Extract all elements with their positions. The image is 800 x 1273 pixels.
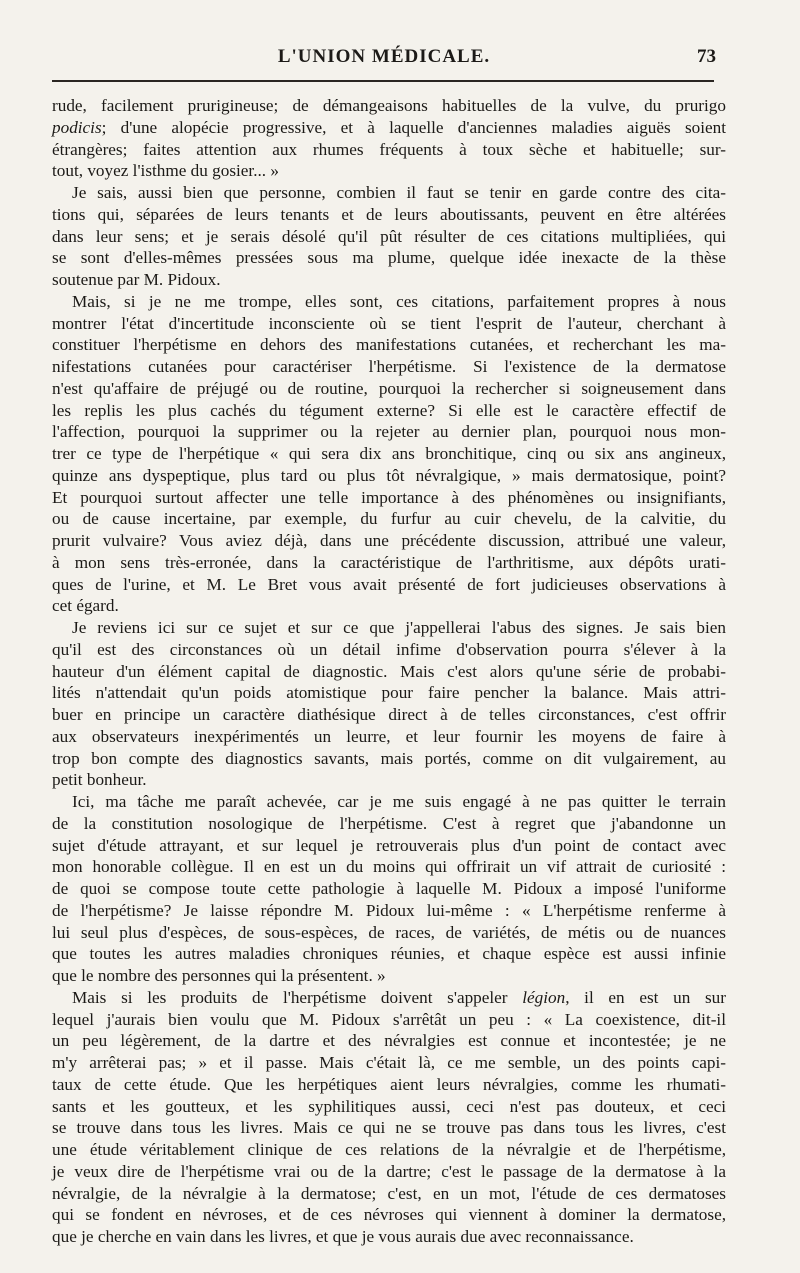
text-line: aux observateurs inexpérimentés un leurre, et leur fournir les moyens de faire à [52,726,726,746]
text-line: taux de cette étude. Que les herpétiques aient leurs névralgies, comme les rhumati- [52,1074,726,1094]
text-line: cet égard. [52,596,119,616]
text-line: rude, facilement prurigineuse; de démangeaisons habituelles de la vulve, du prurigo [52,96,726,115]
text-line: que le nombre des personnes qui la présentent. » [52,966,386,985]
text-line: sants et les goutteux, et les syphilitiques aussi, ceci n'est pas douteux, et ceci [52,1096,726,1116]
text-line: trop bon compte des diagnostics savants, mais portés, comme on dit vulgairement, au [52,748,726,768]
page-number: 73 [697,46,716,67]
text-line: de l'herpétisme? Je laisse répondre M. Pidoux lui-même : « L'herpétisme renferme à [52,900,726,920]
text-line: lequel j'aurais bien voulu que M. Pidoux s'arrêtât un peu : « La coexistence, dit-il [52,1009,726,1029]
text-line: de quoi se compose toute cette pathologie à laquelle M. Pidoux a imposé l'uniforme [52,879,726,898]
page-header [52,46,716,76]
text-line: Je sais, aussi bien que personne, combien il faut se tenir en garde contre des cita- [72,183,726,202]
text-line: montrer l'état d'incertitude inconsciente où se tient l'esprit de l'auteur, cherchant à [52,313,726,333]
text-line: m'y arrêterai pas; » et il passe. Mais c'était là, ce me semble, un des points capi- [52,1053,726,1072]
body-text [52,95,726,1248]
text-line: Mais, si je ne me trompe, elles sont, ces citations, parfaitement propres à nous [72,291,726,311]
text-line: podicis; d'une alopécie progressive, et à laquelle d'anciennes maladies aiguës soient [52,117,726,137]
running-title: L'UNION MÉDICALE. [277,46,491,67]
text-line: qu'il est des circonstances où un détail infime d'observation pourra s'élever à la [52,639,726,659]
text-line: Ici, ma tâche me paraît achevée, car je me suis engagé à ne pas quitter le terrain [72,792,726,811]
text-line: l'affection, pourquoi la supprimer ou la rejeter au dernier plan, pourquoi nous mon- [52,422,726,442]
text-line: n'est qu'affaire de préjugé ou de routine, pourquoi la rechercher si soigneusement dans [52,378,726,398]
text-line: lui seul plus d'espèces, de sous-espèces, de races, de variétés, de métis ou de nuances [52,922,726,942]
text-line: soutenue par M. Pidoux. [52,270,221,289]
text-line: les replis les plus cachés du tégument externe? Si elle est le caractère effectif de [52,400,726,420]
text-line: un peu légèrement, de la dartre et des névralgies est connue et incontestée; je ne [52,1031,726,1051]
header-rule [52,80,714,82]
text-line: à mon sens très-erronée, dans la caractéristique de l'arthritisme, aux dépôts urati- [52,552,726,572]
text-line: étrangères; faites attention aux rhumes fréquents à toux sèche et habituelle; sur- [52,139,726,159]
text-line: constituer l'herpétisme en dehors des manifestations cutanées, et recherchant les ma- [52,335,726,355]
text-line: se sont d'elles-mêmes pressées sous ma plume, quelque idée inexacte de la thèse [52,248,726,268]
text-line: Je reviens ici sur ce sujet et sur ce que j'appellerai l'abus des signes. Je sais bien [72,618,726,637]
text-line: prurit vulvaire? Vous aviez déjà, dans une précédente discussion, attribué une valeur, [52,531,726,550]
text-line: tions qui, séparées de leurs tenants et de leurs aboutissants, peuvent en être altérées [52,204,726,224]
text-line: mon honorable collègue. Il en est un du moins qui offrirait un vif attrait de curiosité : [52,857,726,877]
text-line: Et pourquoi surtout affecter une telle importance à des phénomènes ou insignifiants, [52,487,726,507]
text-line: tout, voyez l'isthme du gosier... » [52,161,279,181]
text-line: petit bonheur. [52,770,147,790]
text-line: que je cherche en vain dans les livres, et que je vous aurais due avec reconnaissance. [52,1227,634,1246]
text-line: trer ce type de l'herpétique « qui sera dix ans bronchitique, cinq ou six ans angineux, [52,444,726,463]
text-line: lités n'attendait qu'un poids atomistique pour faire pencher la balance. Mais attri- [52,683,726,703]
text-line: quinze ans dyspeptique, plus tard ou plus tôt névralgique, » mais dermatosique, point? [52,465,726,485]
text-line: qui se fondent en névroses, et de ces névroses qui viennent à dominer la dermatose, [52,1205,726,1225]
text-line: sujet d'étude attrayant, et sur lequel je retrouverais plus d'un point de contact avec [52,835,726,855]
text-line: hauteur d'un élément capital de diagnostic. Mais c'est alors qu'une série de probabi- [52,661,726,681]
text-line: se trouve dans tous les livres. Mais ce qui ne se trouve pas dans tous les livres, c'est [52,1118,726,1138]
text-line: je veux dire de l'herpétisme vrai ou de la dartre; c'est le passage de la dermatose à la [52,1161,726,1181]
text-line: dans leur sens; et je serais désolé qu'il pût résulter de ces citations multipliées, qui [52,226,726,246]
text-line: nifestations cutanées pour caractériser l'herpétisme. Si l'existence de la dermatose [52,357,726,376]
text-line: de la constitution nosologique de l'herpétisme. C'est à regret que j'abandonne un [52,813,726,833]
text-line: buer en principe un caractère diathésique direct à de telles circonstances, c'est offrir [52,705,726,724]
text-line: une étude véritablement clinique de ces relations de la névralgie et de l'herpétisme, [52,1140,726,1159]
text-line: névralgie, de la névralgie à la dermatose; c'est, en un mot, l'étude de ces dermatoses [52,1183,726,1203]
text-line: ques de l'urine, et M. Le Bret vous avait présenté de fort judicieuses observations à [52,574,726,594]
text-line: que toutes les autres maladies chroniques réunies, et chaque espèce est aussi infinie [52,944,726,964]
text-line: Mais si les produits de l'herpétisme doivent s'appeler légion, il en est un sur [72,987,726,1007]
text-line: ou de cause incertaine, par exemple, du furfur au cuir chevelu, de la calvitie, du [52,509,726,529]
